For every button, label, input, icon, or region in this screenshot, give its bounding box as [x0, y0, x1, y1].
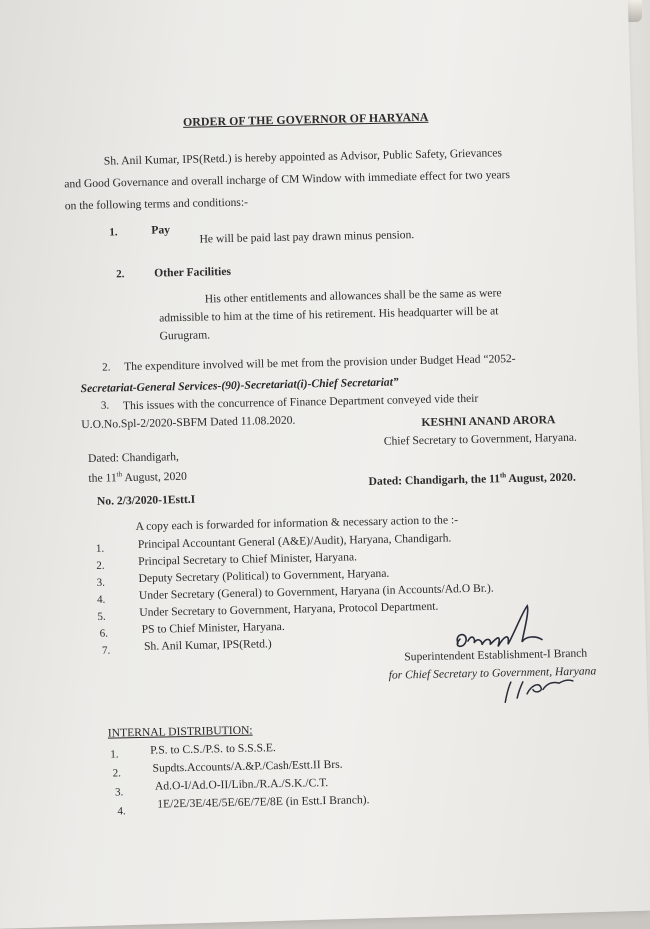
list-item: Principal Secretary to Chief Minister, Haryana. — [138, 550, 358, 568]
list-item: Under Secretary to Government, Haryana, Protocol Department. — [139, 599, 439, 619]
signatory-name: KESHNI ANAND ARORA — [421, 413, 556, 429]
paragraph-text: This issues with the concurrence of Finance Department conveyed vide their — [122, 391, 479, 413]
signatory-designation: Chief Secretary to Government, Haryana. — [383, 430, 578, 448]
term-text: Gurugram. — [159, 328, 211, 343]
list-item: PS to Chief Minister, Haryana. — [141, 619, 285, 636]
dated-line: Dated: Chandigarh, — [87, 450, 179, 465]
list-item-number: 1. — [95, 542, 105, 555]
list-item: P.S. to C.S./P.S. to S.S.S.E. — [150, 741, 276, 757]
list-item-number: 1. — [110, 748, 119, 761]
term-number: 2. — [116, 268, 125, 281]
list-item-number: 7. — [101, 644, 111, 657]
superintendent-line: Superintendent Establishment-I Branch — [404, 646, 588, 664]
list-item-number: 5. — [97, 610, 106, 623]
list-item-number: 3. — [96, 576, 106, 589]
list-item: Under Secretary (General) to Government, Haryana (in Accounts/Ad.O Br.). — [138, 581, 494, 602]
term-heading: Pay — [151, 223, 171, 237]
reference-dated: Dated: Chandigarh, the 11th August, 2020. — [368, 470, 576, 488]
list-item: Principal Accountant General (A&E)/Audit), Haryana, Chandigarh. — [137, 531, 452, 551]
intro-line: on the following terms and conditions:- — [64, 195, 249, 213]
term-number: 1. — [109, 226, 118, 239]
list-item: 1E/2E/3E/4E/5E/6E/7E/8E (in Estt.I Branch). — [157, 793, 370, 811]
paragraph-text: U.O.No.Spl-2/2020-SBFM Dated 11.08.2020. — [81, 413, 296, 432]
reference-number: No. 2/3/2020-1Estt.I — [96, 492, 196, 508]
list-item: Ad.O-I/Ad.O-II/Libn./R.A./S.K./C.T. — [154, 776, 329, 793]
intro-line: Sh. Anil Kumar, IPS(Retd.) is hereby appointed as Advisor, Public Safety, Grievances — [103, 146, 503, 168]
term-text: His other entitlements and allowances shall be the same as were — [204, 286, 502, 306]
list-item-number: 4. — [96, 593, 106, 606]
superintendent-line: for Chief Secretary to Government, Haryana — [388, 664, 597, 682]
list-item: Deputy Secretary (Political) to Government, Haryana. — [138, 566, 390, 585]
budget-head-text: Secretariat-General Services-(90)-Secretariat(i)-Chief Secretariat” — [80, 375, 399, 396]
list-item-number: 2. — [96, 559, 105, 572]
list-item: Sh. Anil Kumar, IPS(Retd.) — [143, 637, 272, 653]
list-item-number: 6. — [99, 627, 109, 640]
term-heading: Other Facilities — [154, 264, 232, 280]
list-item-number: 3. — [114, 786, 124, 799]
list-item-number: 2. — [112, 767, 122, 780]
term-text: admissible to him at the time of his retirement. His headquarter will be at — [158, 304, 499, 325]
document-title: ORDER OF THE GOVERNOR OF HARYANA — [182, 109, 429, 129]
internal-distribution-heading: INTERNAL DISTRIBUTION: — [107, 723, 253, 740]
list-item-number: 4. — [117, 805, 126, 818]
copy-intro: A copy each is forwarded for information & necessary action to the :- — [135, 513, 459, 534]
paragraph-text: The expenditure involved will be met from the provision under Budget Head “2052- — [124, 352, 516, 374]
dated-line: the 11th August, 2020 — [88, 469, 188, 485]
intro-line: and Good Governance and overall incharge of CM Window with immediate effect for two years — [64, 168, 511, 191]
term-text: He will be paid last pay drawn minus pension. — [199, 228, 415, 246]
paragraph-number: 3. — [100, 399, 110, 412]
paragraph-number: 2. — [102, 361, 111, 374]
list-item: Supdts.Accounts/A.&P./Cash/Estt.II Brs. — [152, 757, 343, 775]
